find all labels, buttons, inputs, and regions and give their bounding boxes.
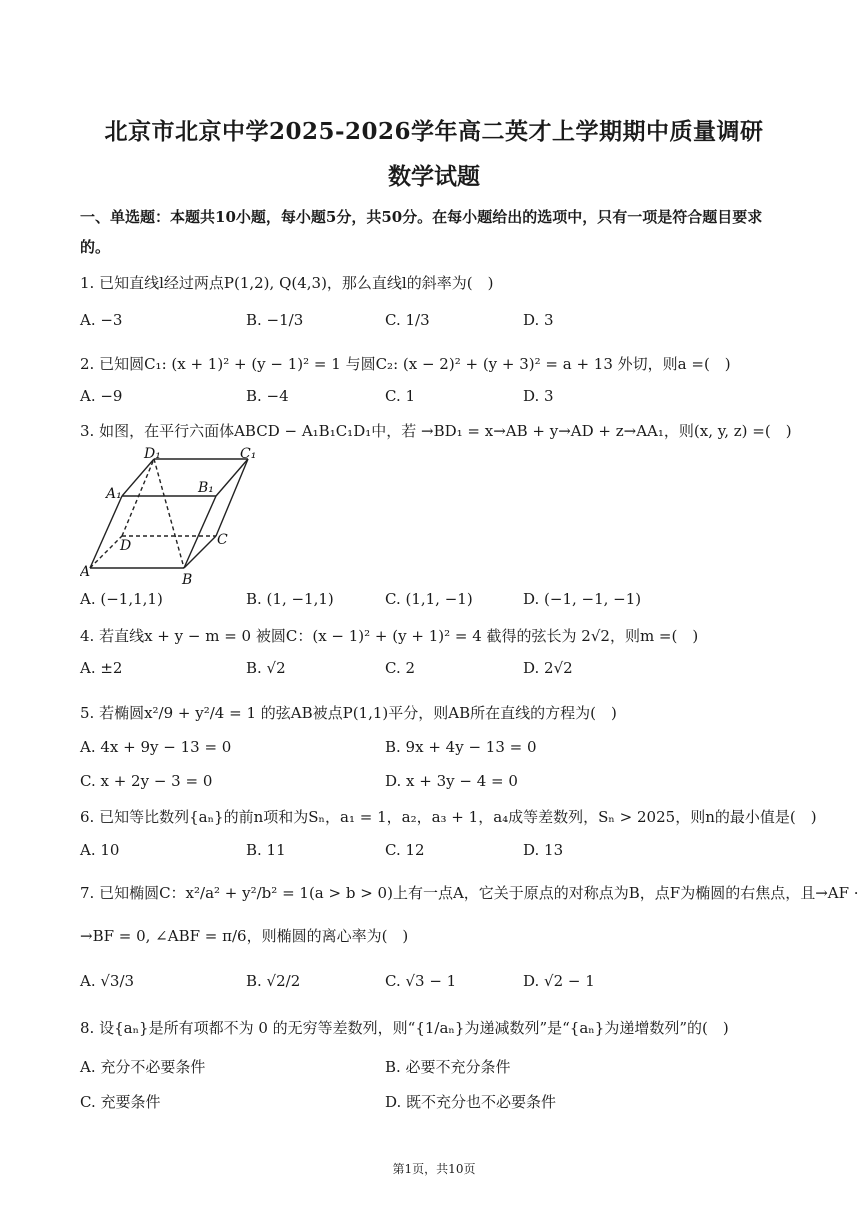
- question-3-option-c: C. (1,1, −1): [385, 590, 473, 608]
- question-5-option-c: C. x + 2y − 3 = 0: [80, 772, 213, 790]
- question-8-option-b: B. 必要不充分条件: [385, 1058, 511, 1076]
- question-6-option-b: B. 11: [246, 841, 286, 859]
- question-1-option-b: B. −1/3: [246, 311, 304, 329]
- question-6-option-c: C. 12: [385, 841, 425, 859]
- question-3-option-b: B. (1, −1,1): [246, 590, 334, 608]
- label-b1: B₁: [198, 480, 214, 496]
- question-7-stem-continued: →BF = 0, ∠ABF = π/6，则椭圆的离心率为( ): [80, 927, 409, 945]
- question-2-option-a: A. −9: [80, 387, 123, 405]
- question-3-stem: 3. 如图，在平行六面体ABCD − A₁B₁C₁D₁中，若 →BD₁ = x→AB + y→AD + z→AA₁，则(x, y, z) =( ): [80, 422, 792, 440]
- label-c1: C₁: [240, 446, 257, 462]
- label-b: B: [182, 572, 193, 584]
- page-subtitle: 数学试题: [388, 163, 480, 190]
- question-8-option-d: D. 既不充分也不必要条件: [385, 1093, 557, 1111]
- question-6-option-d: D. 13: [523, 841, 564, 859]
- question-8-option-c: C. 充要条件: [80, 1093, 161, 1111]
- page-footer: 第1页，共10页: [392, 1162, 476, 1176]
- question-7-option-a: A. √3/3: [80, 972, 135, 990]
- page-title: 北京市北京中学2025-2026学年高二英才上学期期中质量调研: [104, 118, 764, 145]
- question-6-stem: 6. 已知等比数列{aₙ}的前n项和为Sₙ，a₁ = 1，a₂，a₃ + 1，a₄成等差数列，Sₙ > 2025，则n的最小值是( ): [80, 808, 817, 826]
- question-1-option-c: C. 1/3: [385, 311, 430, 329]
- question-8-option-a: A. 充分不必要条件: [80, 1058, 206, 1076]
- question-5-option-d: D. x + 3y − 4 = 0: [385, 772, 518, 790]
- label-d: D: [120, 538, 132, 554]
- question-1-stem: 1. 已知直线l经过两点P(1,2), Q(4,3)，那么直线l的斜率为( ): [80, 274, 494, 292]
- question-4-option-a: A. ±2: [80, 659, 123, 677]
- question-7-stem: 7. 已知椭圆C：x²/a² + y²/b² = 1(a > b > 0)上有一点A，它关于原点的对称点为B，点F为椭圆的右焦点，且→AF ·: [80, 884, 859, 902]
- label-a1: A₁: [106, 486, 122, 502]
- question-3-option-a: A. (−1,1,1): [80, 590, 163, 608]
- label-c: C: [217, 532, 228, 548]
- question-7-option-c: C. √3 − 1: [385, 972, 457, 990]
- question-7-option-b: B. √2/2: [246, 972, 301, 990]
- question-2-option-d: D. 3: [523, 387, 554, 405]
- label-a: A: [80, 564, 91, 580]
- question-8-stem: 8. 设{aₙ}是所有项都不为 0 的无穷等差数列，则“{1/aₙ}为递减数列”是“{aₙ}为递增数列”的( ): [80, 1019, 729, 1037]
- question-4-option-c: C. 2: [385, 659, 416, 677]
- question-6-option-a: A. 10: [80, 841, 120, 859]
- question-3-option-d: D. (−1, −1, −1): [523, 590, 642, 608]
- label-d1: D₁: [144, 446, 161, 462]
- question-5-option-b: B. 9x + 4y − 13 = 0: [385, 738, 537, 756]
- question-4-option-b: B. √2: [246, 659, 286, 677]
- question-7-option-d: D. √2 − 1: [523, 972, 595, 990]
- question-4-stem: 4. 若直线x + y − m = 0 被圆C：(x − 1)² + (y + 1)² = 4 截得的弦长为 2√2，则m =( ): [80, 627, 699, 645]
- question-5-option-a: A. 4x + 9y − 13 = 0: [80, 738, 232, 756]
- parallelepiped-figure: [80, 446, 280, 584]
- question-4-option-d: D. 2√2: [523, 659, 573, 677]
- question-2-option-c: C. 1: [385, 387, 416, 405]
- question-1-option-a: A. −3: [80, 311, 123, 329]
- section-heading: 一、单选题：本题共10小题，每小题5分，共50分。在每小题给出的选项中，只有一项是符合题目要求的。: [80, 208, 763, 256]
- question-5-stem: 5. 若椭圆x²/9 + y²/4 = 1 的弦AB被点P(1,1)平分，则AB所在直线的方程为( ): [80, 704, 617, 722]
- question-1-option-d: D. 3: [523, 311, 554, 329]
- question-2-stem: 2. 已知圆C₁: (x + 1)² + (y − 1)² = 1 与圆C₂: (x − 2)² + (y + 3)² = a + 13 外切，则a =( ): [80, 355, 731, 373]
- question-2-option-b: B. −4: [246, 387, 289, 405]
